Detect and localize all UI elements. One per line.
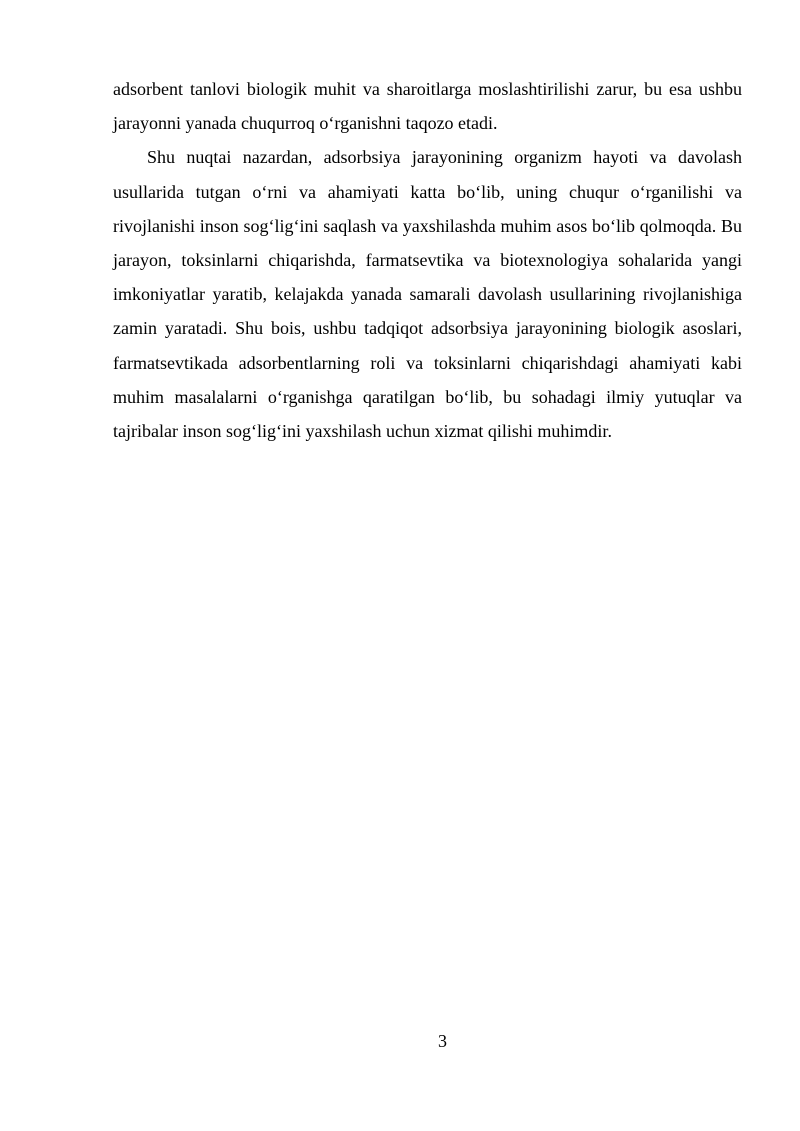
- page-number: 3: [438, 1031, 447, 1051]
- body-text: [113, 72, 742, 448]
- paragraph-main: Shu nuqtai nazardan, adsorbsiya jarayonining organizm hayoti va davolash usullarida tutgan o‘rni va ahamiyati katta bo‘lib, uning chuqur o‘rganilishi va rivojlanishi inson sog‘lig‘ini saqlash va yaxshilashda muhim asos bo‘lib qolmoqda. Bu jarayon, toksinlarni chiqarishda, farmatsevtika va biotexnologiya sohalarida yangi imkoniyatlar yaratib, kelajakda yanada samarali davolash usullarining rivojlanishiga zamin yaratadi. Shu bois, ushbu tadqiqot adsorbsiya jarayonining biologik asoslari, farmatsevtikada adsorbentlarning roli va toksinlarni chiqarishdagi ahamiyati kabi muhim masalalarni o‘rganishga qaratilgan bo‘lib, bu sohadagi ilmiy yutuqlar va tajribalar inson sog‘lig‘ini yaxshilash uchun xizmat qilishi muhimdir.: [113, 147, 742, 442]
- paragraph-continuation: adsorbent tanlovi biologik muhit va sharoitlarga moslashtirilishi zarur, bu esa ushbu jarayonni yanada chuqurroq o‘rganishni taqozo etadi.: [113, 79, 742, 134]
